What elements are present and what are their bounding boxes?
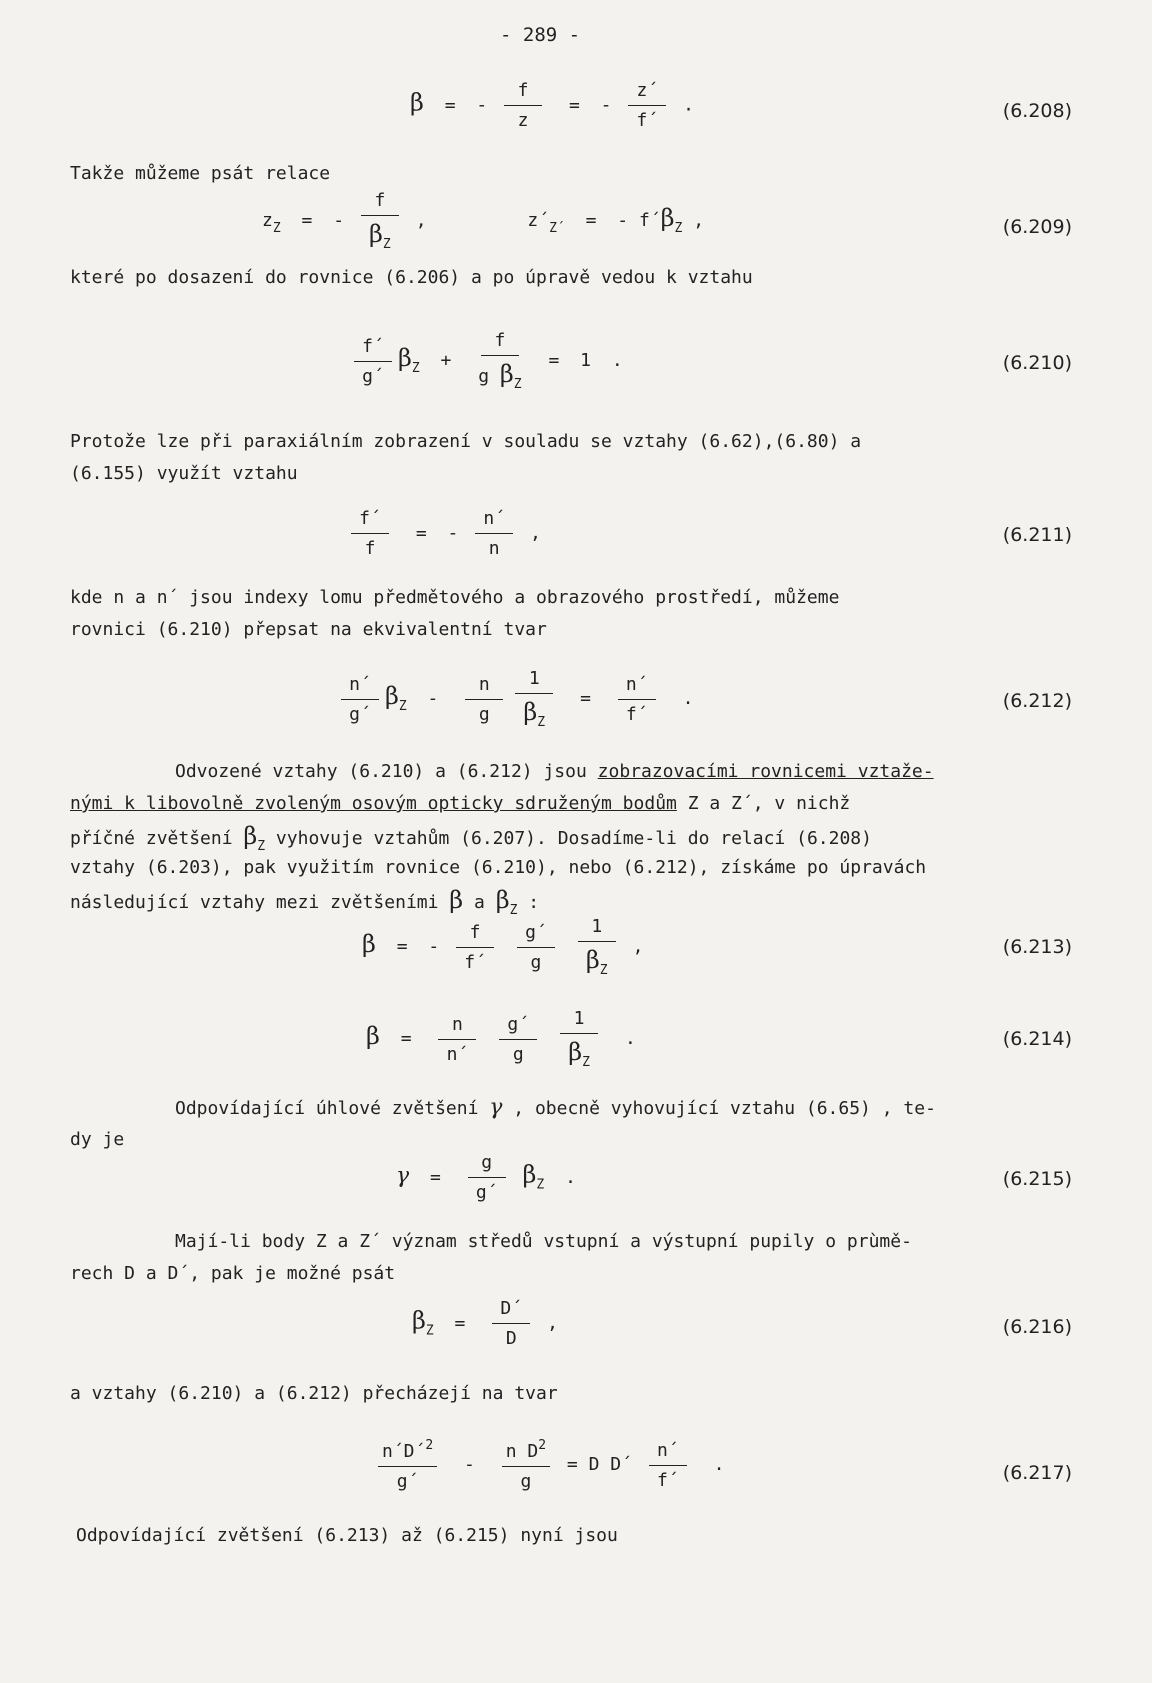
paragraph: Protože lze při paraxiálním zobrazení v souladu se vztahy (6.62),(6.80) a bbox=[70, 431, 862, 452]
paragraph: Odpovídající zvětšení (6.213) až (6.215) nyní jsou bbox=[76, 1525, 618, 1546]
equation-number: (6.215) bbox=[1002, 1168, 1072, 1190]
equation-number: (6.213) bbox=[1002, 936, 1072, 958]
equation-number: (6.208) bbox=[1002, 100, 1072, 122]
fraction: $\frac{n´D´^2}{g´}$ bbox=[378, 1438, 437, 1492]
equation-number: (6.214) bbox=[1002, 1028, 1072, 1050]
equation-6-211: $\frac{f´}{f}$ = - $\frac{n´}{n}$ , bbox=[345, 508, 541, 559]
fraction: $\frac{D´}{D}$ bbox=[492, 1298, 530, 1349]
fraction: $\frac{1}{\beta_Z}$ bbox=[578, 916, 616, 978]
fraction: $\frac{n´}{f´}$ bbox=[649, 1440, 687, 1491]
paragraph: rech D a D´, pak je možné psát bbox=[70, 1263, 396, 1284]
equation-6-216: $\beta_Z$ = $\frac{D´}{D}$ , bbox=[412, 1298, 558, 1349]
fraction: $\frac{f´}{f}$ bbox=[351, 508, 389, 559]
equation-6-217: $\frac{n´D´^2}{g´}$ - $\frac{n D^2}{g}$ = D D´ $\frac{n´}{f´}$ . bbox=[372, 1438, 734, 1492]
paragraph: rovnici (6.210) přepsat na ekvivalentní tvar bbox=[70, 619, 547, 640]
paragraph: příčné zvětšení $\beta_Z$ vyhovuje vztahům (6.207). Dosadíme-li do relací (6.208) bbox=[70, 822, 872, 854]
equation-6-208: β = - $\frac{f}{z}$ = - $\frac{z´}{f´}$ . bbox=[410, 80, 694, 131]
paragraph: které po dosazení do rovnice (6.206) a po úpravě vedou k vztahu bbox=[70, 267, 753, 288]
paragraph: Odvozené vztahy (6.210) a (6.212) jsou zobrazovacími rovnicemi vztaže- bbox=[175, 761, 934, 782]
underlined-term: zobrazovacími rovnicemi vztaže- bbox=[597, 761, 934, 782]
equation-number: (6.211) bbox=[1002, 524, 1072, 546]
fraction: $\frac{n´}{n}$ bbox=[475, 508, 513, 559]
fraction: $\frac{n´}{g´}$ bbox=[341, 674, 379, 725]
equation-number: (6.209) bbox=[1002, 216, 1072, 238]
equation-6-213: β = - $\frac{f}{f´}$ $\frac{g´}{g}$ $\frac{1}{\beta_Z}$ , bbox=[362, 916, 644, 978]
paragraph: Mají-li body Z a Z´ význam středů vstupní a výstupní pupily o prùmě- bbox=[175, 1231, 912, 1252]
underlined-term: nými k libovolně zvoleným osovým opticky sdruženým bodům bbox=[70, 793, 677, 814]
fraction: $\frac{f}{z}$ bbox=[504, 80, 542, 131]
fraction: $\frac{f}{\beta_Z}$ bbox=[361, 190, 399, 252]
page-number: - 289 - bbox=[500, 24, 581, 46]
fraction: $\frac{n}{g}$ bbox=[465, 674, 503, 725]
paragraph: Odpovídající úhlové zvětšení γ , obecně vyhovující vztahu (6.65) , te- bbox=[175, 1095, 936, 1120]
equation-number: (6.212) bbox=[1002, 690, 1072, 712]
equation-6-209: $z_Z$ = - $\frac{f}{\beta_Z}$ , $z´_{Z´}$ = - $f´\beta_Z$ , bbox=[262, 190, 705, 252]
fraction: $\frac{n D^2}{g}$ bbox=[502, 1438, 550, 1492]
fraction: $\frac{n´}{f´}$ bbox=[618, 674, 656, 725]
equation-6-210: $\frac{f´}{g´}$ $\beta_Z$ + $\frac{f}{g \beta_Z}$ = 1 . bbox=[348, 330, 633, 392]
fraction: $\frac{f´}{g´}$ bbox=[354, 336, 392, 387]
equation-number: (6.216) bbox=[1002, 1316, 1072, 1338]
paragraph: a vztahy (6.210) a (6.212) přecházejí na tvar bbox=[70, 1383, 558, 1404]
fraction: $\frac{1}{\beta_Z}$ bbox=[515, 668, 553, 730]
fraction: $\frac{g´}{g}$ bbox=[499, 1014, 537, 1065]
fraction: $\frac{1}{\beta_Z}$ bbox=[560, 1008, 598, 1070]
paragraph: kde n a n´ jsou indexy lomu předmětového a obrazového prostředí, můžeme bbox=[70, 587, 840, 608]
fraction: $\frac{g´}{g}$ bbox=[517, 922, 555, 973]
fraction: $\frac{g}{g´}$ bbox=[468, 1152, 506, 1203]
equation-number: (6.217) bbox=[1002, 1462, 1072, 1484]
fraction: $\frac{f}{f´}$ bbox=[456, 922, 494, 973]
paragraph: Takže můžeme psát relace bbox=[70, 163, 331, 184]
fraction: $\frac{f}{g \beta_Z}$ bbox=[478, 330, 522, 392]
paragraph: (6.155) využít vztahu bbox=[70, 463, 298, 484]
equation-6-214: β = $\frac{n}{n´}$ $\frac{g´}{g}$ $\frac{1}{\beta_Z}$ . bbox=[366, 1008, 636, 1070]
fraction: $\frac{z´}{f´}$ bbox=[628, 80, 666, 131]
paragraph: nými k libovolně zvoleným osovým opticky sdruženým bodům Z a Z´, v nichž bbox=[70, 793, 851, 814]
paragraph: následující vztahy mezi zvětšeními β a $\beta_Z$ : bbox=[70, 886, 540, 918]
equation-6-212: $\frac{n´}{g´}$ $\beta_Z$ - $\frac{n}{g}$ $\frac{1}{\beta_Z}$ = $\frac{n´}{f´}$ . bbox=[335, 668, 703, 730]
equation-6-215: γ = $\frac{g}{g´}$ $\beta_Z$ . bbox=[396, 1152, 576, 1203]
paragraph: dy je bbox=[70, 1129, 125, 1150]
paragraph: vztahy (6.203), pak využitím rovnice (6.210), nebo (6.212), získáme po úpravách bbox=[70, 857, 927, 878]
fraction: $\frac{n}{n´}$ bbox=[438, 1014, 476, 1065]
equation-number: (6.210) bbox=[1002, 352, 1072, 374]
beta-symbol: β bbox=[410, 88, 424, 117]
